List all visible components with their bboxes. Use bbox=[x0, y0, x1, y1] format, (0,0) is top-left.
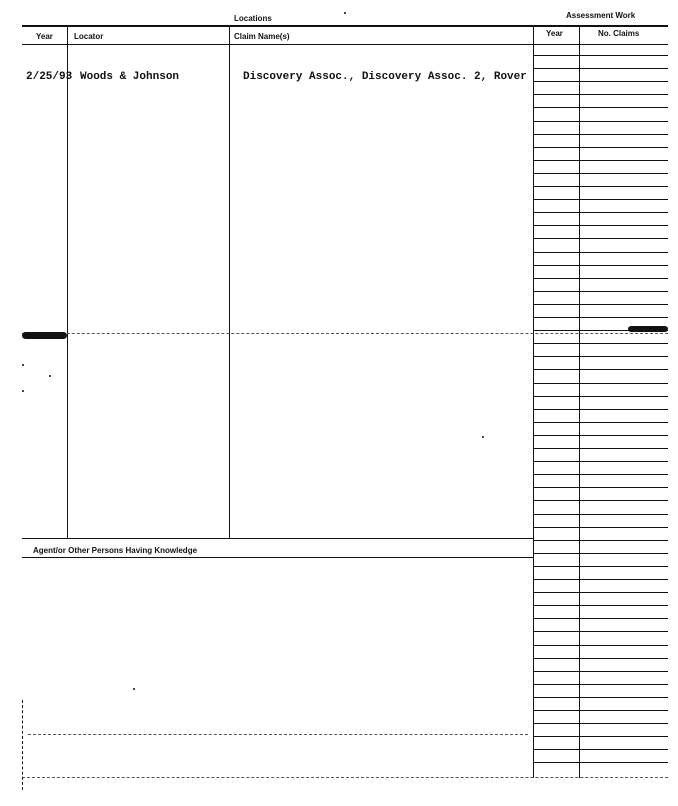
scan-speck bbox=[22, 364, 24, 366]
ledger-row-line bbox=[533, 474, 668, 475]
ledger-row-line bbox=[533, 618, 668, 619]
ledger-row-line bbox=[533, 684, 668, 685]
scan-speck bbox=[22, 390, 24, 392]
ledger-row-line bbox=[533, 710, 668, 711]
ledger-row-line bbox=[533, 317, 668, 318]
bottom-scan-line-2 bbox=[22, 777, 668, 778]
ledger-row-line bbox=[533, 514, 668, 515]
assessment-work-group-header: Assessment Work bbox=[566, 11, 636, 20]
entry-date: 2/25/93 bbox=[26, 71, 73, 83]
year-column-header: Year bbox=[36, 32, 53, 41]
ledger-row-line bbox=[533, 134, 668, 135]
claim-names-column-header: Claim Name(s) bbox=[234, 32, 290, 41]
assessment-year-column-header: Year bbox=[546, 29, 563, 38]
ledger-row-line bbox=[533, 396, 668, 397]
ledger-row-line bbox=[533, 252, 668, 253]
ledger-row-line bbox=[533, 147, 668, 148]
ledger-row-line bbox=[533, 160, 668, 161]
locations-group-header: Locations bbox=[234, 14, 272, 23]
ledger-row-line bbox=[533, 383, 668, 384]
locator-column-header: Locator bbox=[74, 32, 104, 41]
ledger-row-line bbox=[533, 697, 668, 698]
ledger-row-line bbox=[533, 55, 668, 56]
ledger-row-line bbox=[533, 291, 668, 292]
ledger-row-line bbox=[533, 540, 668, 541]
ledger-row-line bbox=[533, 631, 668, 632]
ledger-row-line bbox=[533, 409, 668, 410]
ledger-row-line bbox=[533, 579, 668, 580]
entry-claim-names: Discovery Assoc., Discovery Assoc. 2, Rover bbox=[243, 71, 527, 83]
year-locator-divider bbox=[67, 26, 68, 538]
ledger-row-line bbox=[533, 330, 668, 331]
ledger-row-line bbox=[533, 68, 668, 69]
ledger-row-line bbox=[533, 645, 668, 646]
entry-locator: Woods & Johnson bbox=[80, 71, 180, 83]
ledger-row-line bbox=[533, 592, 668, 593]
ledger-row-line bbox=[533, 671, 668, 672]
ledger-row-line bbox=[533, 238, 668, 239]
ledger-row-line bbox=[533, 121, 668, 122]
bottom-scan-line-1 bbox=[28, 734, 528, 735]
assessment-year-claims-divider bbox=[579, 26, 580, 778]
scan-speck bbox=[344, 12, 346, 14]
scan-speck bbox=[482, 436, 484, 438]
ledger-row-line bbox=[533, 762, 668, 763]
ledger-row-line bbox=[533, 356, 668, 357]
ledger-row-line bbox=[533, 107, 668, 108]
agent-section-top-rule bbox=[22, 538, 534, 539]
ledger-row-line bbox=[533, 553, 668, 554]
ledger-row-line bbox=[533, 173, 668, 174]
ledger-row-line bbox=[533, 186, 668, 187]
locator-claims-divider bbox=[229, 26, 230, 538]
ledger-row-line bbox=[533, 225, 668, 226]
ledger-row-line bbox=[533, 199, 668, 200]
no-claims-column-header: No. Claims bbox=[598, 29, 640, 38]
ledger-row-line bbox=[533, 736, 668, 737]
ledger-row-line bbox=[533, 448, 668, 449]
ledger-row-line bbox=[533, 81, 668, 82]
locations-assessment-divider bbox=[533, 26, 534, 778]
header-bottom-rule bbox=[22, 44, 668, 45]
page-fold-line bbox=[22, 333, 668, 334]
ledger-row-line bbox=[533, 304, 668, 305]
ledger-row-line bbox=[533, 94, 668, 95]
ledger-row-line bbox=[533, 658, 668, 659]
ledger-row-line bbox=[533, 343, 668, 344]
ledger-row-line bbox=[533, 749, 668, 750]
ledger-row-line bbox=[533, 566, 668, 567]
left-ink-blot bbox=[22, 332, 67, 339]
ledger-row-line bbox=[533, 461, 668, 462]
ledger-row-line bbox=[533, 527, 668, 528]
agent-section-label: Agent/or Other Persons Having Knowledge bbox=[33, 546, 198, 555]
agent-section-bottom-rule bbox=[22, 557, 534, 558]
ledger-row-line bbox=[533, 278, 668, 279]
ledger-row-line bbox=[533, 487, 668, 488]
ledger-row-line bbox=[533, 369, 668, 370]
ledger-row-line bbox=[533, 212, 668, 213]
ledger-row-line bbox=[533, 605, 668, 606]
right-ink-blot bbox=[628, 326, 668, 332]
header-top-rule bbox=[22, 25, 668, 27]
scan-speck bbox=[133, 688, 135, 690]
left-edge-scan-mark bbox=[22, 700, 23, 790]
ledger-row-line bbox=[533, 435, 668, 436]
ledger-row-line bbox=[533, 422, 668, 423]
ledger-row-line bbox=[533, 723, 668, 724]
ledger-row-line bbox=[533, 500, 668, 501]
ledger-row-line bbox=[533, 265, 668, 266]
scan-speck bbox=[49, 375, 51, 377]
